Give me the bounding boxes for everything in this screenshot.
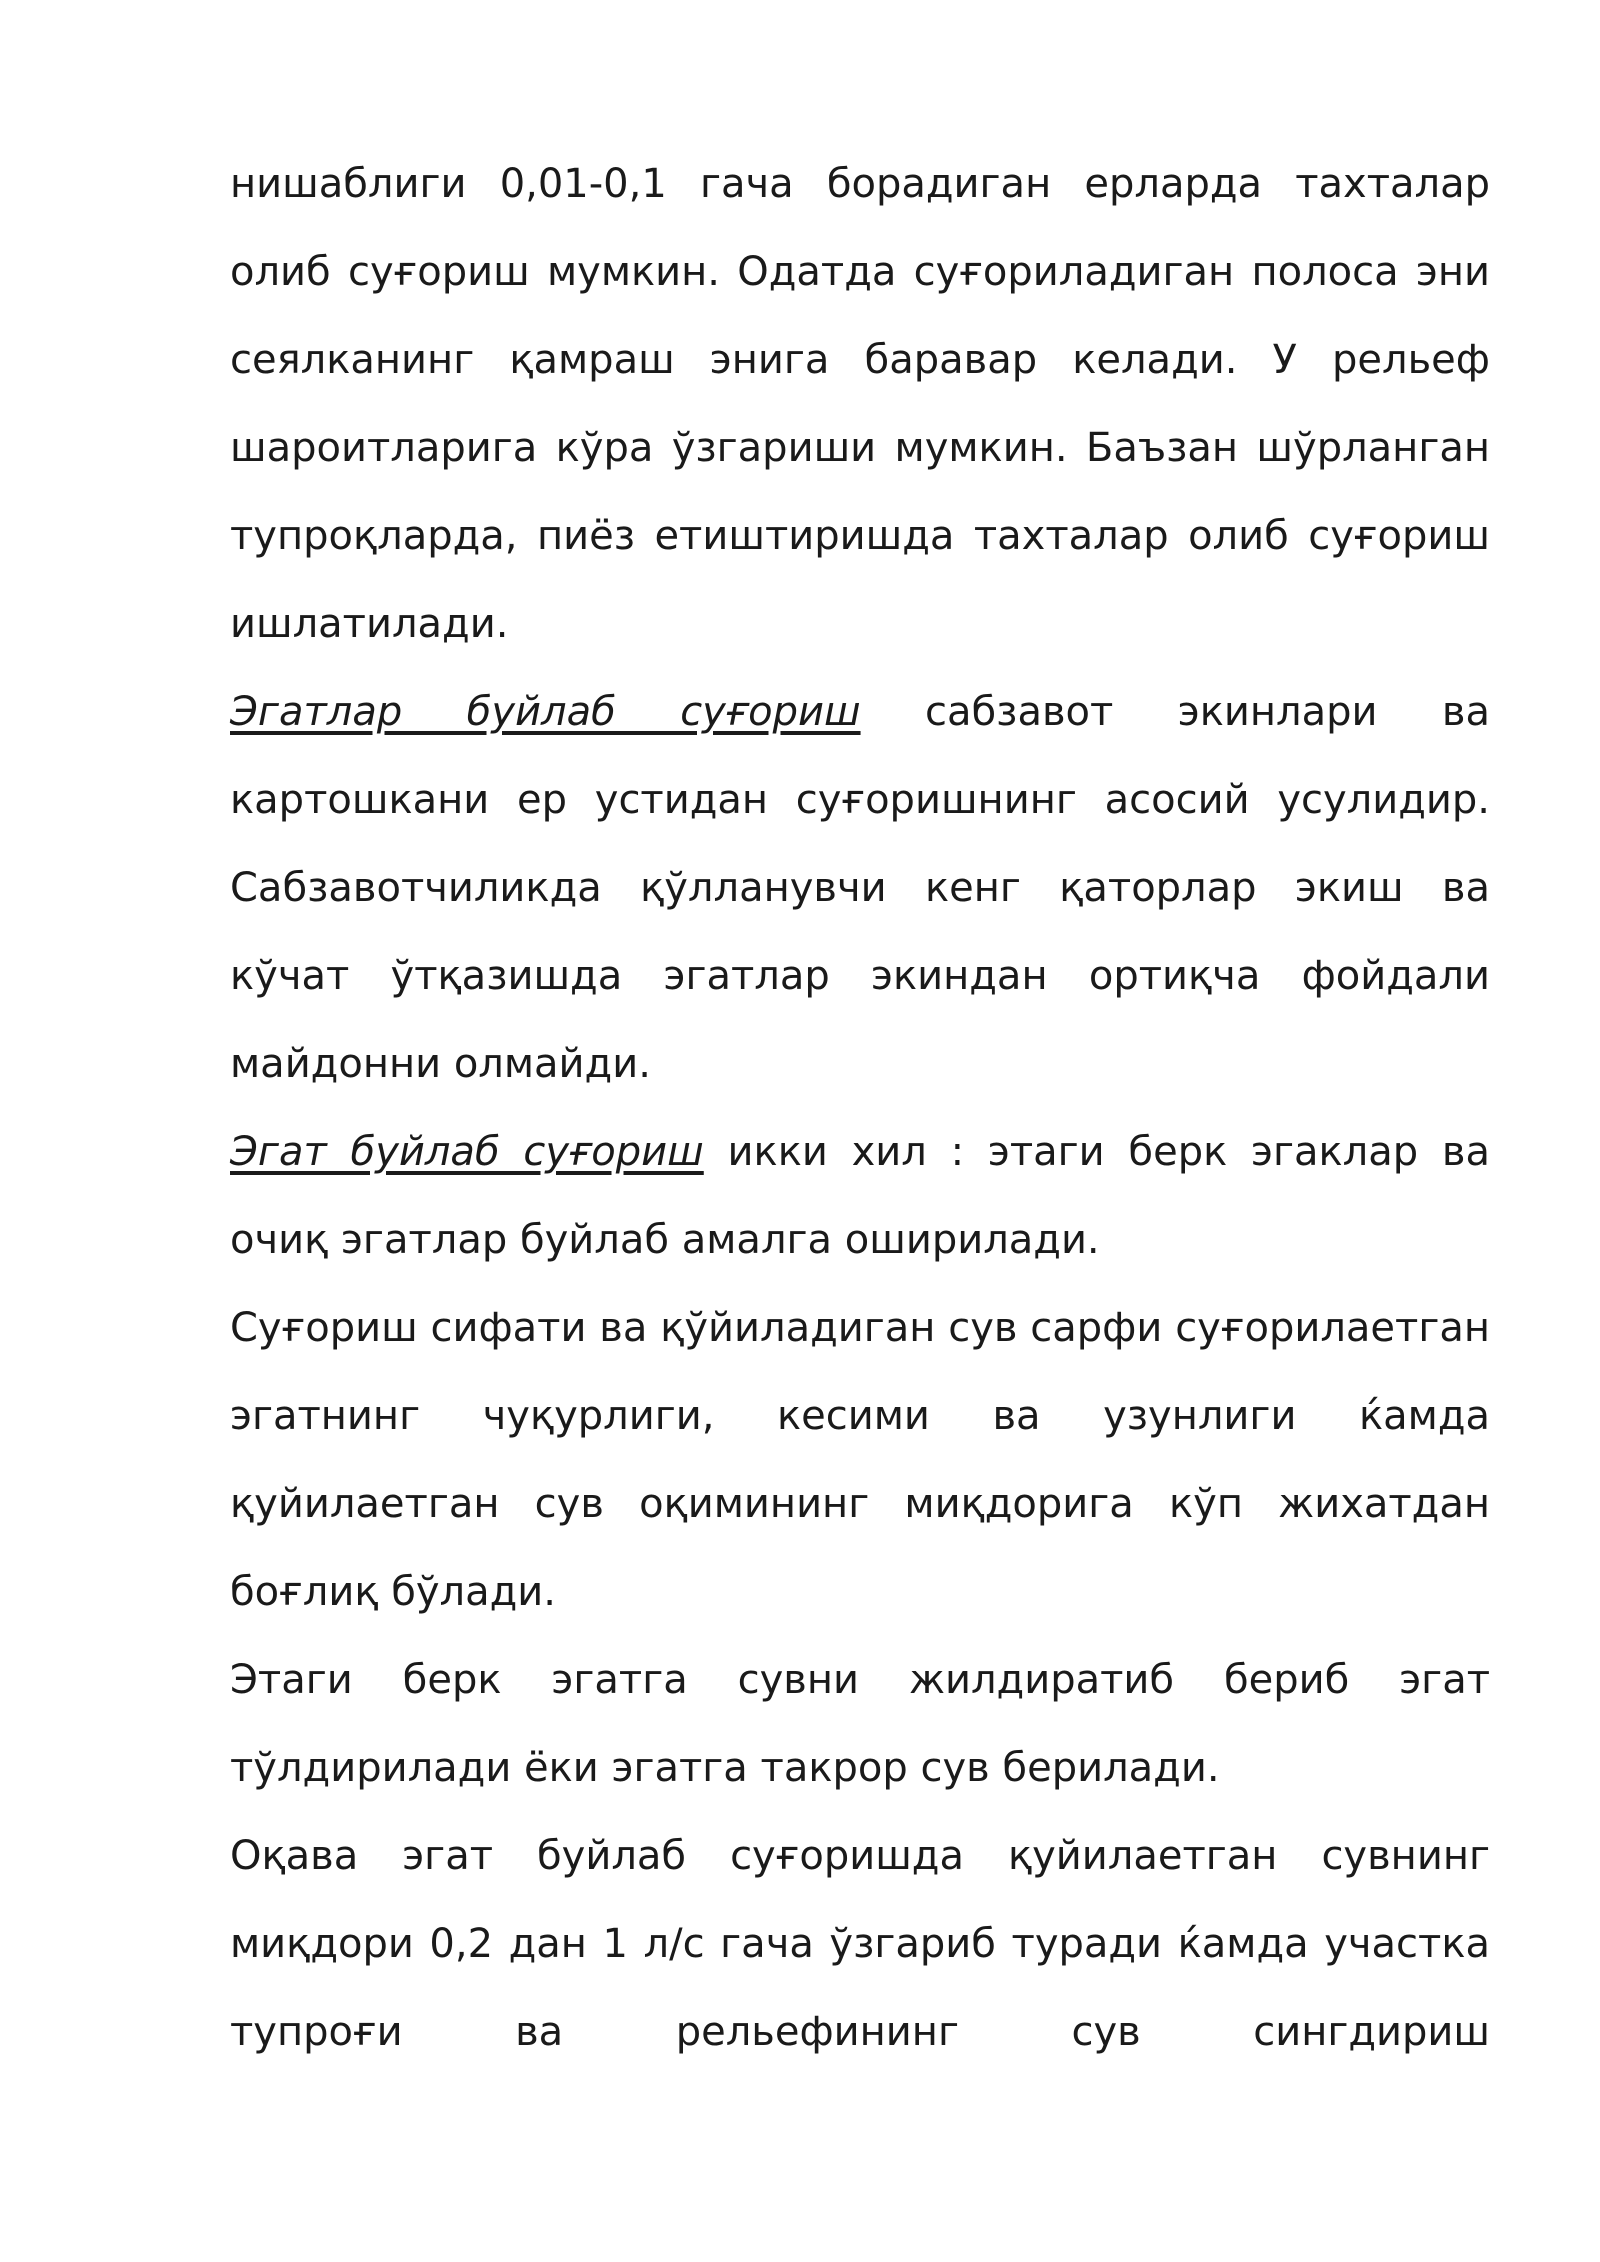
paragraph-3 xyxy=(230,1108,1490,1284)
paragraph-5 xyxy=(230,1636,1490,1812)
paragraph-1 xyxy=(230,140,1490,668)
body-text xyxy=(230,140,1490,2076)
paragraph-1-text: нишаблиги 0,01-0,1 гача борадиган ерларда тахталар олиб суғориш мумкин. Одатда суғориладиган полоса эни сеялканинг қамраш энига баравар келади. У рельеф шароитларига кўра ўзгариши мумкин. Баъзан шўрланган тупроқларда, пиёз етиштиришда тахталар олиб суғориш ишлатилади. xyxy=(230,161,1490,647)
paragraph-3-text: икки хил : этаги берк эгаклар ва очиқ эгатлар буйлаб амалга оширилади. xyxy=(230,1129,1491,1263)
paragraph-2-text: сабзавот экинлари ва картошкани ер устидан суғоришнинг асосий усулидир. Сабзавотчиликда қўлланувчи кенг қаторлар экиш ва кўчат ўтқазишда эгатлар экиндан ортиқча фойдали майдонни олмайди. xyxy=(230,689,1490,1087)
paragraph-5-text: Этаги берк эгатга сувни жилдиратиб бериб эгат тўлдирилади ёки эгатга такрор сув берилади. xyxy=(230,1657,1490,1791)
paragraph-2-lead: Эгатлар буйлаб суғориш xyxy=(230,689,861,735)
paragraph-4-text: Суғориш сифати ва қўйиладиган сув сарфи суғорилаетган эгатнинг чуқурлиги, кесими ва узунлиги ќамда қуйилаетган сув оқимининг миқдорига кўп жихатдан боғлиқ бўлади. xyxy=(230,1305,1490,1615)
paragraph-3-lead: Эгат буйлаб суғориш xyxy=(230,1129,704,1175)
paragraph-2 xyxy=(230,668,1490,1108)
paragraph-6-text: Оқава эгат буйлаб суғоришда қуйилаетган сувнинг миқдори 0,2 дан 1 л/с гача ўзгариб туради ќамда участка тупроғи ва рельефининг сув сингдириш xyxy=(230,1833,1490,2055)
paragraph-6 xyxy=(230,1812,1490,2076)
paragraph-4 xyxy=(230,1284,1490,1636)
